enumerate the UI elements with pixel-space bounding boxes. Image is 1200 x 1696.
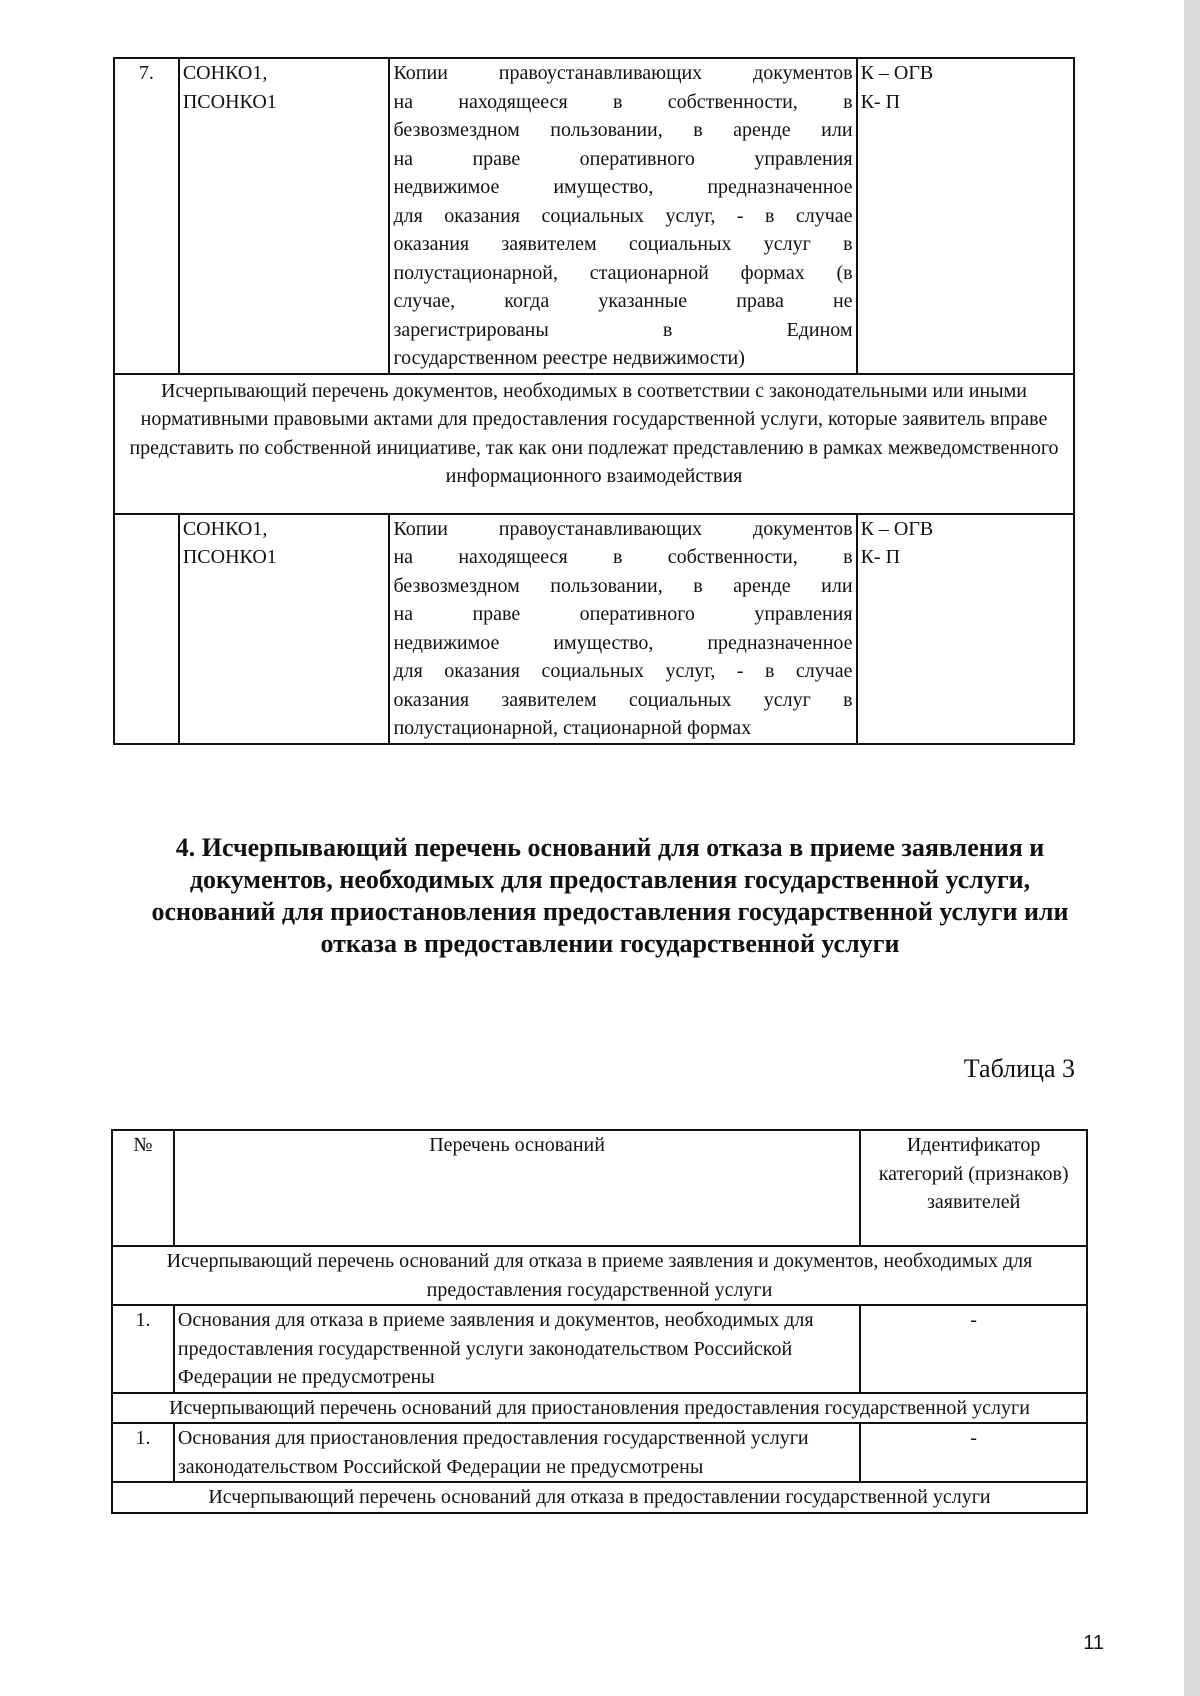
column-header-identifier: Идентификатор категорий (признаков) заявителей — [860, 1130, 1087, 1246]
section-heading: Исчерпывающий перечень оснований для приостановления предоставления государственной услуги — [112, 1393, 1087, 1424]
doc-line: на находящееся в собственности, в — [393, 90, 853, 113]
doc-line: безвозмездном пользовании, в аренде или — [393, 574, 853, 597]
identifier-line: К – ОГВ — [860, 62, 934, 84]
table-row — [112, 1423, 1087, 1482]
doc-line: Копии правоустанавливающих документов — [393, 517, 853, 540]
row-number: 7. — [114, 58, 179, 374]
applicant-codes — [179, 514, 390, 744]
table-row — [112, 1305, 1087, 1393]
identifier-value: - — [860, 1423, 1087, 1482]
category-identifiers — [857, 514, 1074, 744]
table-row — [114, 514, 1074, 744]
code-line: СОНКО1, — [182, 62, 268, 84]
table-row — [112, 1393, 1087, 1424]
doc-line: недвижимое имущество, предназначенное — [393, 176, 853, 198]
row-number: 1. — [112, 1305, 174, 1393]
doc-line: государственном реестре недвижимости) — [393, 347, 745, 369]
doc-line: для оказания социальных услуг, - в случае — [393, 204, 853, 227]
doc-line: полустационарной, стационарной формах (в — [393, 261, 853, 284]
doc-line: оказания заявителем социальных услуг в — [393, 233, 853, 255]
documents-table — [113, 57, 1075, 745]
grounds-text: Основания для отказа в приеме заявления и документов, необходимых для предоставления государственной услуги законодательством Российской Федерации не предусмотрены — [174, 1305, 860, 1393]
identifier-value: - — [860, 1305, 1087, 1393]
table-row — [114, 374, 1074, 514]
table-row — [112, 1482, 1087, 1513]
page-edge — [1184, 0, 1200, 1696]
identifier-line: К- П — [860, 90, 901, 113]
section-heading: Исчерпывающий перечень оснований для отказа в предоставлении государственной услуги — [112, 1482, 1087, 1513]
category-identifiers — [857, 58, 1074, 374]
table-row — [112, 1246, 1087, 1305]
row-number — [114, 514, 179, 744]
page-number: 11 — [1083, 1632, 1104, 1654]
code-line: ПСОНКО1 — [182, 546, 277, 568]
section-title: 4. Исчерпывающий перечень оснований для отказа в приеме заявления и документов, необходимых для предоставления государственной услуги, оснований для приостановления предоставления государственной услуги или отказа в предоставлении государственной услуги — [151, 833, 1069, 958]
identifier-line: К – ОГВ — [860, 517, 934, 540]
doc-line: на находящееся в собственности, в — [393, 546, 853, 568]
section-heading: Исчерпывающий перечень оснований для отказа в приеме заявления и документов, необходимых для предоставления государственной услуги — [112, 1246, 1087, 1305]
doc-line: зарегистрированы в Едином — [393, 318, 853, 341]
grounds-table — [111, 1129, 1088, 1514]
table-row — [114, 58, 1074, 374]
column-header-grounds: Перечень оснований — [174, 1130, 860, 1246]
table-header-row — [112, 1130, 1087, 1246]
table-caption: Таблица 3 — [963, 1054, 1075, 1083]
doc-line: для оказания социальных услуг, - в случае — [393, 660, 853, 682]
doc-line: оказания заявителем социальных услуг в — [393, 688, 853, 711]
doc-line: Копии правоустанавливающих документов — [393, 62, 853, 84]
document-description — [389, 514, 856, 744]
doc-line: безвозмездном пользовании, в аренде или — [393, 119, 853, 141]
doc-line: на праве оперативного управления — [393, 603, 853, 625]
column-header-number: № — [112, 1130, 174, 1246]
doc-line: случае, когда указанные права не — [393, 290, 853, 312]
grounds-text: Основания для приостановления предоставления государственной услуги законодательством Российской Федерации не предусмотрены — [174, 1423, 860, 1482]
section-heading: Исчерпывающий перечень документов, необходимых в соответствии с законодательными или иными нормативными правовыми актами для предоставления государственной услуги, которые заявитель вправе представить по собственной инициативе, так как они подлежат представлению в рамках межведомственного информационного взаимодействия — [114, 374, 1074, 514]
code-line: СОНКО1, — [182, 517, 268, 540]
row-number: 1. — [112, 1423, 174, 1482]
doc-line: полустационарной, стационарной формах — [393, 717, 752, 739]
document-description — [389, 58, 856, 374]
identifier-line: К- П — [860, 546, 901, 568]
doc-line: на праве оперативного управления — [393, 147, 853, 170]
doc-line: недвижимое имущество, предназначенное — [393, 631, 853, 654]
code-line: ПСОНКО1 — [182, 90, 277, 113]
applicant-codes — [179, 58, 390, 374]
